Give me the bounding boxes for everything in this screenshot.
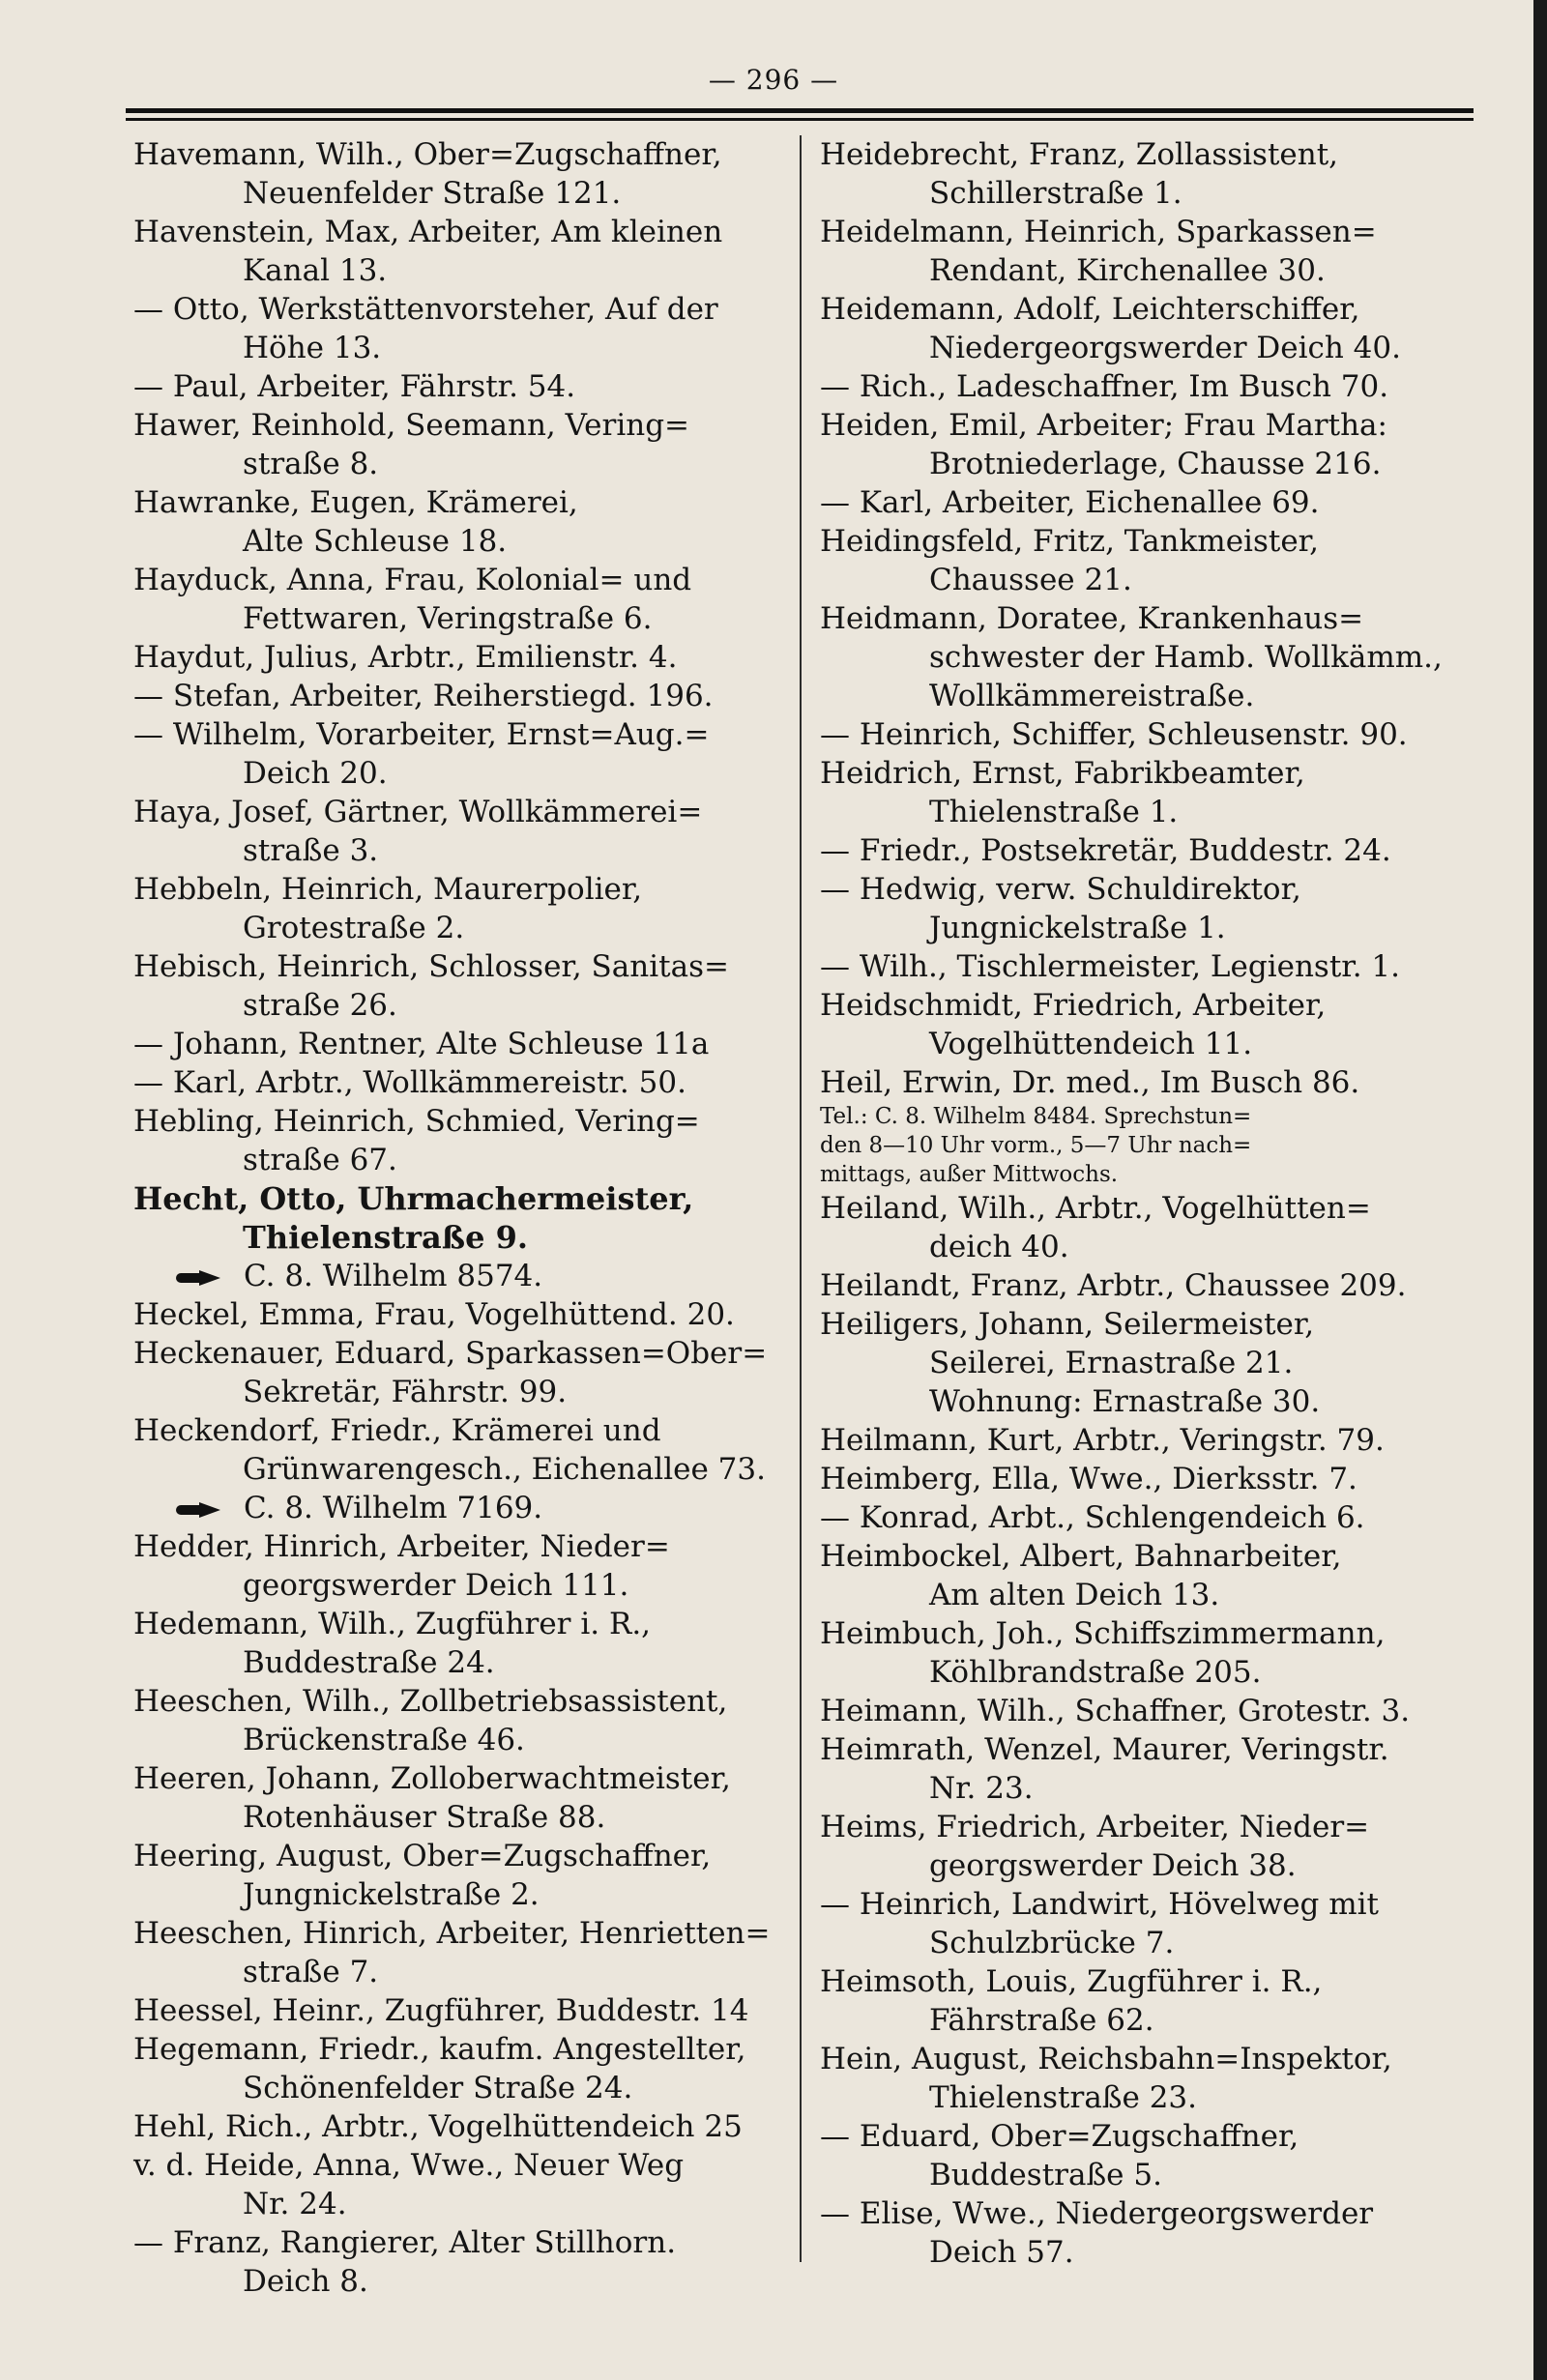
entry-line: v. d. Heide, Anna, Wwe., Neuer Weg [133,2148,685,2183]
directory-entry [133,1914,783,1991]
entry-line: Heidingsfeld, Fritz, Tankmeister, [820,524,1319,559]
directory-entry [133,2146,783,2223]
entry-continuation: Rotenhäuser Straße 88. [243,1800,606,1835]
directory-entry [820,1730,1468,1808]
entry-continuation: Jungnickelstraße 1. [929,911,1226,945]
entry-continuation: Jungnickelstraße 2. [243,1877,540,1912]
entry-continuation: Seilerei, Ernastraße 21. [929,1346,1294,1380]
entry-line: Hedder, Hinrich, Arbeiter, Nieder= [133,1529,670,1564]
entry-continuation: Kanal 13. [243,253,388,288]
entry-line: Haya, Josef, Gärtner, Wollkämmerei= [133,795,703,829]
entry-line: Hebling, Heinrich, Schmied, Vering= [133,1104,700,1139]
directory-entry [133,1605,783,1682]
entry-note: Tel.: C. 8. Wilhelm 8484. Sprechstun= [820,1104,1252,1129]
entry-continuation: Nr. 24. [243,2187,347,2221]
entry-line: — Wilhelm, Vorarbeiter, Ernst=Aug.= [133,717,710,752]
entry-line: — Karl, Arbtr., Wollkämmereistr. 50. [133,1065,686,1100]
entry-line: Heckel, Emma, Frau, Vogelhüttend. 20. [133,1297,735,1332]
entry-line: — Konrad, Arbt., Schlengendeich 6. [820,1500,1365,1535]
entry-line: Heessel, Heinr., Zugführer, Buddestr. 14 [133,1993,749,2028]
right-column [820,135,1468,2272]
entry-line: Heeschen, Wilh., Zollbetriebsassistent, [133,1684,728,1719]
directory-entry [133,793,783,870]
directory-entry [820,2040,1468,2117]
entry-line: Haydut, Julius, Arbtr., Emilienstr. 4. [133,640,678,675]
entry-line: Heidrich, Ernst, Fabrikbeamter, [820,756,1305,791]
entry-line: Heims, Friedrich, Arbeiter, Nieder= [820,1810,1370,1844]
entry-line: Heiligers, Johann, Seilermeister, [820,1307,1315,1342]
page-number: — 296 — [708,64,839,96]
directory-entry [820,135,1468,213]
directory-entry [820,1537,1468,1614]
entry-continuation: Thielenstraße 9. [243,1219,528,1256]
page-edge-shadow [1533,0,1547,2380]
directory-entry [820,1305,1468,1382]
entry-line: Heiland, Wilh., Arbtr., Vogelhütten= [820,1191,1371,1226]
directory-entry [133,406,783,483]
entry-line: Heilandt, Franz, Arbtr., Chaussee 209. [820,1268,1407,1303]
entry-continuation: Sekretär, Fährstr. 99. [243,1375,568,1409]
directory-entry [820,1498,1468,1537]
directory-entry [133,135,783,213]
entry-line: Heidelmann, Heinrich, Sparkassen= [820,215,1377,249]
directory-entry [820,1692,1468,1730]
entry-continuation: Brückenstraße 46. [243,1723,525,1757]
directory-entry [133,561,783,638]
entry-line: Heilmann, Kurt, Arbtr., Veringstr. 79. [820,1423,1385,1458]
phone-line [133,1257,783,1295]
directory-entry [820,1962,1468,2040]
entry-line: Hedemann, Wilh., Zugführer i. R., [133,1607,652,1641]
entry-line: Hebbeln, Heinrich, Maurerpolier, [133,872,643,907]
entry-continuation: Chaussee 21. [929,563,1132,597]
directory-entry [820,754,1468,831]
entry-continuation: Alte Schleuse 18. [243,524,508,559]
entry-line: Heeschen, Hinrich, Arbeiter, Henrietten= [133,1916,771,1951]
entry-line: Heimrath, Wenzel, Maurer, Veringstr. [820,1732,1389,1767]
directory-entry [133,1102,783,1179]
directory-entry [820,1885,1468,1962]
entry-line: Wohnung: Ernastraße 30. [929,1384,1321,1419]
entry-line: Heering, August, Ober=Zugschaffner, [133,1839,712,1873]
entry-continuation: Fettwaren, Veringstraße 6. [243,601,653,636]
entry-line: Havenstein, Max, Arbeiter, Am kleinen [133,215,723,249]
directory-entry [820,1189,1468,1266]
column-divider [800,135,802,2262]
entry-line: Hecht, Otto, Uhrmachermeister, [133,1180,694,1217]
directory-entry [133,367,783,406]
entry-line: Hehl, Rich., Arbtr., Vogelhüttendeich 25 [133,2109,743,2144]
entry-line: Heimbockel, Albert, Bahnarbeiter, [820,1539,1342,1574]
entry-continuation: schwester der Hamb. Wollkämm., [929,640,1443,675]
directory-entry [133,483,783,561]
entry-continuation: Deich 57. [929,2235,1074,2270]
entry-line: Heimbuch, Joh., Schiffszimmermann, [820,1616,1386,1651]
directory-entry [133,1527,783,1605]
directory-entry [133,1025,783,1063]
entry-line: Hegemann, Friedr., kaufm. Angestellter, [133,2032,746,2067]
entry-line: — Heinrich, Landwirt, Hövelweg mit [820,1887,1380,1922]
entry-line: — Otto, Werkstättenvorsteher, Auf der [133,292,718,327]
directory-entry [133,1334,783,1411]
directory-entry [820,367,1468,406]
entry-line: — Wilh., Tischlermeister, Legienstr. 1. [820,949,1400,984]
entry-continuation: Deich 8. [243,2264,368,2299]
directory-entry [133,1489,783,1527]
entry-continuation: deich 40. [929,1230,1069,1264]
directory-entry [820,947,1468,986]
entry-line: — Elise, Wwe., Niedergeorgswerder [820,2196,1374,2231]
directory-entry [820,2117,1468,2194]
entry-continuation: Niedergeorgswerder Deich 40. [929,331,1401,365]
entry-continuation: Schulzbrücke 7. [929,1926,1175,1960]
entry-continuation: straße 26. [243,988,397,1023]
entry-line: Heiden, Emil, Arbeiter; Frau Martha: [820,408,1387,443]
directory-entry [820,406,1468,483]
entry-line: Heil, Erwin, Dr. med., Im Busch 86. [820,1065,1360,1100]
directory-entry [133,677,783,715]
entry-line: Heidschmidt, Friedrich, Arbeiter, [820,988,1327,1023]
entry-continuation: Vogelhüttendeich 11. [929,1027,1253,1061]
entry-line: Heckendorf, Friedr., Krämerei und [133,1413,661,1448]
entry-continuation: straße 7. [243,1955,379,1989]
directory-entry [820,522,1468,599]
directory-entry [820,1808,1468,1885]
directory-entry [133,1411,783,1489]
entry-continuation: georgswerder Deich 111. [243,1568,629,1603]
entry-note: den 8—10 Uhr vorm., 5—7 Uhr nach= [820,1133,1252,1158]
entry-continuation: Grünwarengesch., Eichenallee 73. [243,1452,766,1487]
directory-entry [133,870,783,947]
directory-entry [820,715,1468,754]
entry-continuation: straße 3. [243,833,379,868]
entry-line: Hawranke, Eugen, Krämerei, [133,485,578,520]
directory-entry [820,599,1468,715]
directory-entry [820,870,1468,947]
directory-entry [133,290,783,367]
entry-line: — Stefan, Arbeiter, Reiherstiegd. 196. [133,679,714,713]
entry-continuation: Thielenstraße 23. [929,2080,1198,2115]
entry-continuation: Neuenfelder Straße 121. [243,176,622,211]
directory-entry [820,1382,1468,1421]
left-column [133,135,783,2301]
entry-line: — Heinrich, Schiffer, Schleusenstr. 90. [820,717,1408,752]
entry-line: — Karl, Arbeiter, Eichenallee 69. [820,485,1320,520]
entry-line: Heidemann, Adolf, Leichterschiffer, [820,292,1360,327]
entry-continuation: Nr. 23. [929,1771,1034,1806]
directory-entry [820,831,1468,870]
directory-entry [133,1257,783,1295]
entry-continuation: Fährstraße 62. [929,2003,1154,2038]
entry-continuation: Brotniederlage, Chausse 216. [929,447,1382,481]
entry-note: mittags, außer Mittwochs. [820,1162,1119,1187]
entry-continuation: Thielenstraße 1. [929,795,1179,829]
directory-entry [133,1991,783,2030]
entry-line: — Friedr., Postsekretär, Buddestr. 24. [820,833,1391,868]
entry-line: Heimberg, Ella, Wwe., Dierksstr. 7. [820,1462,1357,1496]
entry-continuation: Grotestraße 2. [243,911,465,945]
entry-continuation: Buddestraße 5. [929,2158,1162,2192]
telephone-hand-icon [176,1270,232,1286]
header-rule-thin [126,118,1474,121]
entry-line: — Paul, Arbeiter, Fährstr. 54. [133,369,576,404]
entry-continuation: Schönenfelder Straße 24. [243,2071,633,2105]
entry-continuation: georgswerder Deich 38. [929,1848,1297,1883]
entry-line: Hawer, Reinhold, Seemann, Vering= [133,408,690,443]
directory-entry [820,1614,1468,1692]
entry-line: Heeren, Johann, Zolloberwachtmeister, [133,1761,731,1796]
entry-continuation: Deich 20. [243,756,388,791]
directory-entry [133,1295,783,1334]
directory-entry [133,638,783,677]
directory-entry [133,2107,783,2146]
entry-line: Hein, August, Reichsbahn=Inspektor, [820,2042,1392,2076]
entry-continuation: Rendant, Kirchenallee 30. [929,253,1326,288]
entry-continuation: Wollkämmereistraße. [929,679,1255,713]
directory-entry [133,1837,783,1914]
header-rule-thick [126,108,1474,113]
entry-continuation: Am alten Deich 13. [929,1578,1220,1612]
directory-entry [820,1421,1468,1460]
entry-continuation: Schillerstraße 1. [929,176,1182,211]
entry-continuation: straße 67. [243,1143,397,1177]
entry-line: Heidebrecht, Franz, Zollassistent, [820,137,1339,172]
entry-line: Heckenauer, Eduard, Sparkassen=Ober= [133,1336,768,1371]
entry-continuation: straße 8. [243,447,379,481]
directory-entry [820,213,1468,290]
directory-entry [133,1682,783,1759]
entry-line: Heimann, Wilh., Schaffner, Grotestr. 3. [820,1694,1411,1728]
phone-line [133,1489,783,1527]
entry-line: — Rich., Ladeschaffner, Im Busch 70. [820,369,1389,404]
entry-continuation: Höhe 13. [243,331,382,365]
directory-entry [820,2194,1468,2272]
directory-entry [133,2030,783,2107]
directory-entry [820,290,1468,367]
directory-entry [820,1063,1468,1189]
entry-line: — Hedwig, verw. Schuldirektor, [820,872,1301,907]
directory-entry [133,1063,783,1102]
directory-entry [133,715,783,793]
directory-entry [133,213,783,290]
entry-line: — Eduard, Ober=Zugschaffner, [820,2119,1299,2154]
entry-line: Heidmann, Doratee, Krankenhaus= [820,601,1364,636]
directory-entry [133,1179,783,1257]
phone-number: C. 8. Wilhelm 8574. [244,1259,543,1293]
directory-entry [820,986,1468,1063]
entry-line: Heimsoth, Louis, Zugführer i. R., [820,1964,1323,1999]
entry-line: — Franz, Rangierer, Alter Stillhorn. [133,2225,677,2260]
directory-entry [820,1266,1468,1305]
directory-entry [133,947,783,1025]
entry-line: Hayduck, Anna, Frau, Kolonial= und [133,563,692,597]
directory-entry [820,483,1468,522]
directory-entry [133,2223,783,2301]
entry-line: Havemann, Wilh., Ober=Zugschaffner, [133,137,722,172]
directory-entry [133,1759,783,1837]
phone-number: C. 8. Wilhelm 7169. [244,1491,543,1525]
entry-line: — Johann, Rentner, Alte Schleuse 11a [133,1027,710,1061]
directory-entry [820,1460,1468,1498]
entry-continuation: Köhlbrandstraße 205. [929,1655,1262,1690]
entry-continuation: Buddestraße 24. [243,1645,495,1680]
entry-line: Hebisch, Heinrich, Schlosser, Sanitas= [133,949,729,984]
telephone-hand-icon [176,1502,232,1518]
